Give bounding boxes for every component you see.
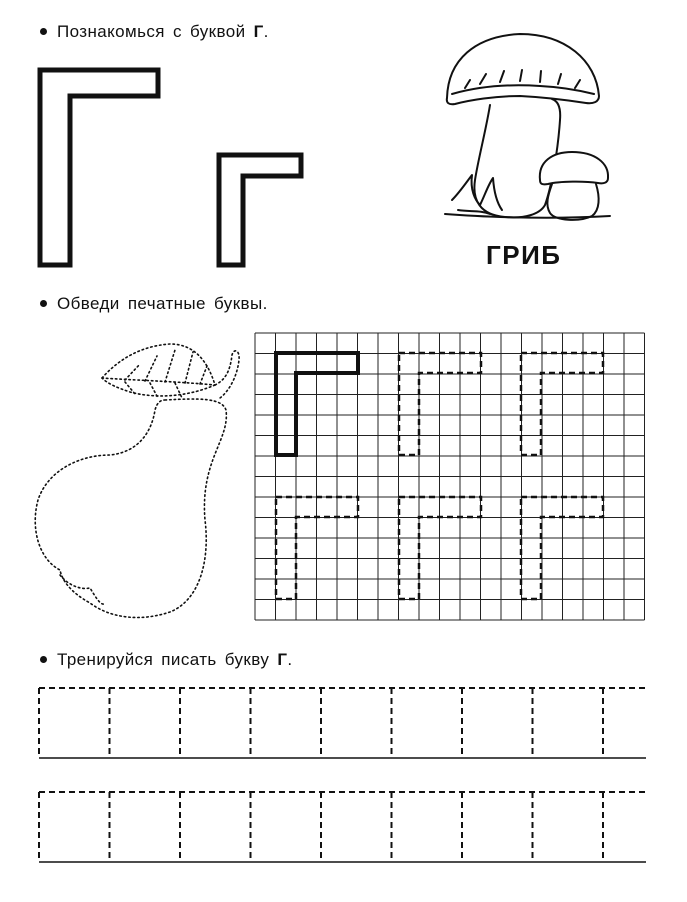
mushroom-icon (445, 34, 610, 220)
tracing-grid (255, 333, 645, 620)
practice-rows (39, 688, 646, 862)
instruction-1-letter: Г (253, 22, 264, 41)
instruction-3-letter: Г (277, 650, 288, 669)
instruction-1-end: . (263, 22, 269, 41)
instruction-1-text: Познакомься с буквой (57, 22, 246, 41)
small-letter-g-outline (219, 155, 301, 265)
instruction-2-text: Обведи печатные буквы. (57, 294, 268, 313)
instruction-3-end: . (287, 650, 293, 669)
instruction-3-text: Тренируйся писать букву (57, 650, 270, 669)
picture-word: ГРИБ (486, 240, 562, 270)
big-letter-g-outline (40, 70, 158, 265)
pear-dotted-icon (35, 344, 239, 618)
